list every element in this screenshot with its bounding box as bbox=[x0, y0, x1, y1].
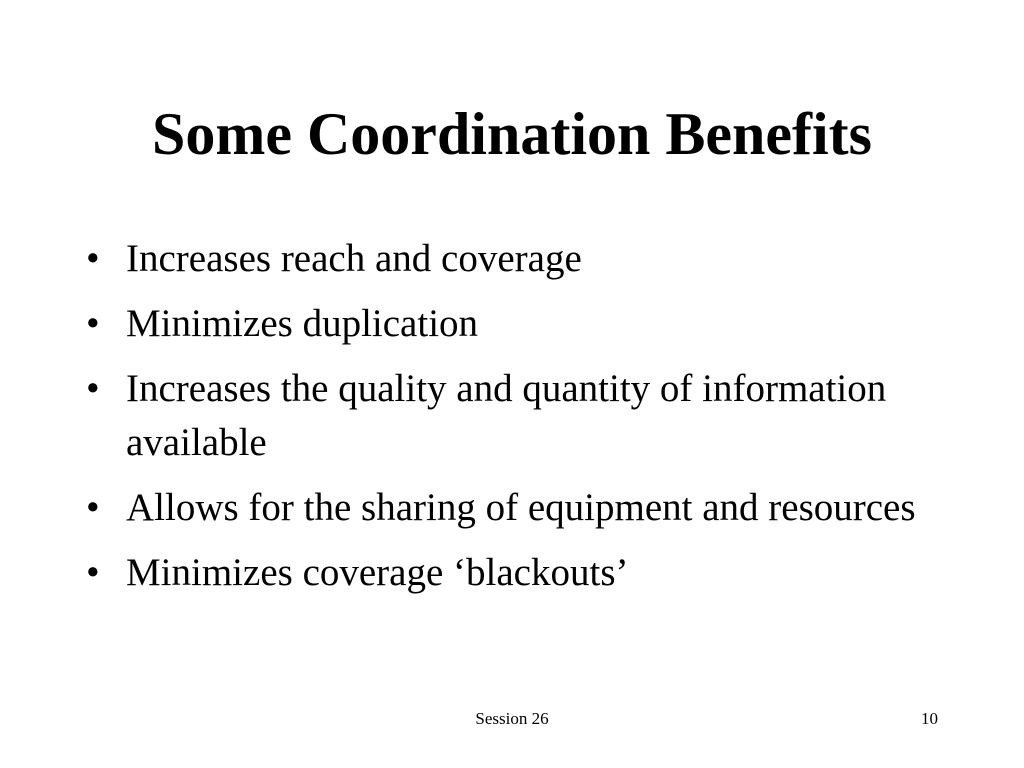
bullet-icon: • bbox=[86, 486, 100, 529]
bullet-text: Increases the quality and quantity of information available bbox=[126, 367, 887, 464]
bullet-icon: • bbox=[86, 551, 100, 594]
bullet-icon: • bbox=[86, 237, 100, 280]
bullet-item bbox=[86, 546, 946, 600]
bullet-text: Allows for the sharing of equipment and resources bbox=[126, 486, 916, 529]
bullet-icon: • bbox=[86, 302, 100, 345]
bullet-icon: • bbox=[86, 367, 100, 410]
slide-title: Some Coordination Benefits bbox=[152, 101, 872, 167]
footer-session: Session 26 bbox=[475, 709, 549, 728]
bullet-text: Minimizes coverage ‘blackouts’ bbox=[126, 551, 629, 594]
bullet-item bbox=[86, 481, 946, 535]
bullet-item bbox=[86, 297, 946, 351]
bullet-text: Minimizes duplication bbox=[126, 302, 479, 345]
bullet-item bbox=[86, 362, 946, 470]
bullet-text: Increases reach and coverage bbox=[126, 237, 582, 280]
slide-number: 10 bbox=[921, 709, 938, 728]
bullet-list bbox=[86, 232, 946, 611]
bullet-item bbox=[86, 232, 946, 286]
